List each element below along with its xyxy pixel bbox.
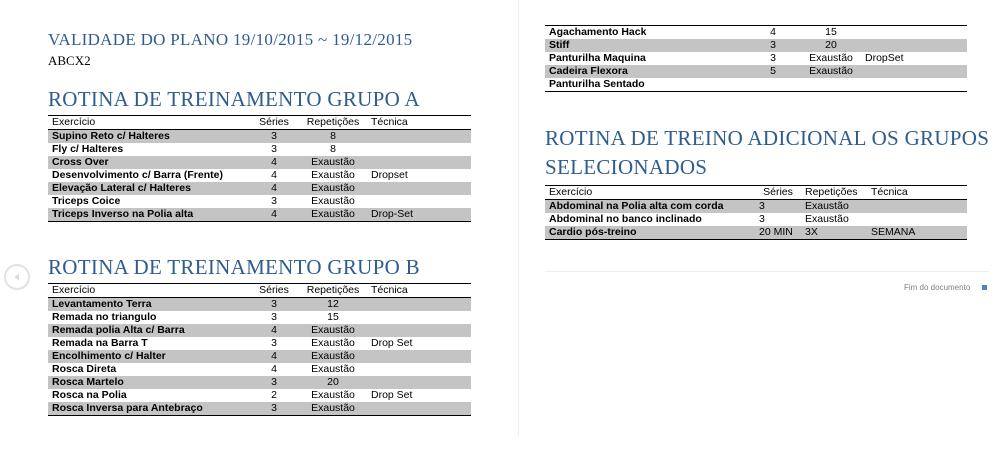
exercise-technique (367, 182, 471, 195)
table-row (545, 52, 967, 65)
exercise-name: Remada no triangulo (52, 311, 157, 323)
exercise-name: Abdominal na Polia alta com corda (549, 200, 724, 212)
exercise-name: Desenvolvimento c/ Barra (Frente) (52, 169, 223, 181)
group-b-title: ROTINA DE TREINAMENTO GRUPO B (48, 255, 420, 279)
header-sets: Séries (763, 186, 793, 198)
exercise-sets: 4 (271, 169, 277, 181)
exercise-reps: 20 (825, 39, 837, 51)
table-header-row (48, 284, 471, 298)
exercise-name: Abdominal no banco inclinado (549, 213, 702, 225)
header-reps: Repetições (306, 284, 360, 296)
additional-title-line2: SELECIONADOS (545, 155, 708, 179)
exercise-name: Rosca Direta (52, 363, 117, 375)
header-exercise: Exercício (52, 116, 96, 128)
table-row (48, 363, 471, 376)
exercise-sets (745, 78, 801, 92)
additional-table (545, 185, 967, 240)
exercise-technique: Dropset (371, 169, 408, 181)
exercise-sets: 4 (770, 26, 776, 38)
table-row (48, 143, 471, 156)
exercise-technique (367, 363, 471, 376)
table-row (545, 200, 967, 214)
exercise-reps: Exaustão (809, 52, 853, 64)
exercise-sets: 3 (271, 376, 277, 388)
exercise-technique (861, 65, 967, 78)
plan-validity: VALIDADE DO PLANO 19/10/2015 ~ 19/12/2015 (48, 30, 413, 49)
exercise-reps: 8 (330, 143, 336, 155)
header-reps: Repetições (306, 116, 360, 128)
table-row (48, 337, 471, 350)
exercise-technique (867, 200, 967, 214)
exercise-technique (367, 402, 471, 416)
table-row (48, 389, 471, 402)
table-row (48, 208, 471, 222)
exercise-name: Agachamento Hack (549, 26, 647, 38)
exercise-reps: Exaustão (311, 337, 355, 349)
exercise-technique: SEMANA (871, 226, 916, 238)
table-row (545, 226, 967, 240)
exercise-technique (367, 350, 471, 363)
exercise-sets: 20 MIN (759, 226, 793, 238)
exercise-sets: 3 (759, 213, 765, 225)
table-row (48, 182, 471, 195)
exercise-name: Cadeira Flexora (549, 65, 628, 77)
exercise-sets: 3 (271, 195, 277, 207)
table-header-row (48, 116, 471, 130)
group-c-table (545, 25, 967, 92)
exercise-sets: 3 (271, 402, 277, 414)
table-row (545, 65, 967, 78)
group-a-title: ROTINA DE TREINAMENTO GRUPO A (48, 87, 420, 111)
exercise-reps: Exaustão (311, 363, 355, 375)
exercise-technique (367, 376, 471, 389)
exercise-sets: 4 (271, 363, 277, 375)
exercise-reps: Exaustão (311, 182, 355, 194)
exercise-sets: 3 (770, 39, 776, 51)
exercise-technique (367, 195, 471, 208)
exercise-reps: Exaustão (311, 324, 355, 336)
exercise-name: Cross Over (52, 156, 109, 168)
exercise-sets: 3 (271, 298, 277, 310)
exercise-name: Rosca Martelo (52, 376, 124, 388)
header-sets: Séries (259, 284, 289, 296)
group-a-table (48, 115, 471, 222)
exercise-name: Stiff (549, 39, 570, 51)
header-technique: Técnica (371, 284, 408, 296)
exercise-reps: Exaustão (311, 208, 355, 220)
exercise-sets: 3 (271, 143, 277, 155)
table-row (48, 130, 471, 144)
exercise-sets: 4 (271, 324, 277, 336)
exercise-name: Encolhimento c/ Halter (52, 350, 166, 362)
exercise-reps: Exaustão (311, 195, 355, 207)
exercise-sets: 3 (271, 130, 277, 142)
table-row (48, 402, 471, 416)
exercise-reps: 8 (330, 130, 336, 142)
table-row (545, 213, 967, 226)
table-row (545, 39, 967, 52)
exercise-reps: 15 (327, 311, 339, 323)
table-row (48, 298, 471, 312)
header-technique: Técnica (371, 116, 408, 128)
header-exercise: Exercício (549, 186, 593, 198)
header-technique: Técnica (871, 186, 908, 198)
exercise-sets: 4 (271, 182, 277, 194)
exercise-reps: Exaustão (805, 200, 849, 212)
table-row (48, 311, 471, 324)
table-row (545, 26, 967, 40)
exercise-technique (867, 213, 967, 226)
exercise-name: Rosca na Polia (52, 389, 127, 401)
exercise-technique (367, 298, 471, 312)
previous-page-button[interactable] (4, 264, 30, 290)
exercise-name: Levantamento Terra (52, 298, 152, 310)
exercise-reps: 15 (825, 26, 837, 38)
table-row (48, 169, 471, 182)
exercise-reps: Exaustão (311, 350, 355, 362)
exercise-reps: Exaustão (311, 169, 355, 181)
exercise-technique (861, 39, 967, 52)
exercise-sets: 3 (759, 200, 765, 212)
exercise-sets: 4 (271, 350, 277, 362)
exercise-sets: 2 (271, 389, 277, 401)
end-of-document-rule (545, 271, 989, 272)
exercise-technique: DropSet (865, 52, 904, 64)
exercise-name: Cardio pós-treino (549, 226, 637, 238)
exercise-reps: Exaustão (805, 213, 849, 225)
end-of-document-label: Fim do documento (904, 283, 971, 292)
header-sets: Séries (259, 116, 289, 128)
exercise-technique (861, 78, 967, 92)
group-b-table (48, 283, 471, 416)
exercise-technique: Drop Set (371, 337, 413, 349)
exercise-sets: 5 (770, 65, 776, 77)
exercise-name: Fly c/ Halteres (52, 143, 124, 155)
exercise-sets: 3 (271, 337, 277, 349)
table-header-row (545, 186, 967, 200)
exercise-name: Remada na Barra T (52, 337, 148, 349)
table-row (48, 376, 471, 389)
exercise-technique (367, 156, 471, 169)
exercise-name: Panturilha Sentado (549, 78, 645, 90)
exercise-name: Triceps Inverso na Polia alta (52, 208, 194, 220)
exercise-name: Panturilha Maquina (549, 52, 646, 64)
square-marker-icon (982, 285, 987, 290)
exercise-technique (367, 143, 471, 156)
table-row (48, 324, 471, 337)
exercise-sets: 3 (271, 311, 277, 323)
exercise-technique (367, 311, 471, 324)
exercise-reps: Exaustão (311, 402, 355, 414)
exercise-technique: Drop Set (371, 389, 413, 401)
plan-code: ABCX2 (48, 53, 91, 68)
exercise-technique (367, 130, 471, 144)
exercise-name: Remada polia Alta c/ Barra (52, 324, 185, 336)
chevron-left-icon (12, 272, 22, 282)
exercise-name: Rosca Inversa para Antebraço (52, 402, 203, 414)
additional-title-line1: ROTINA DE TREINO ADICIONAL OS GRUPOS (545, 126, 990, 150)
exercise-reps: 3X (805, 226, 818, 238)
exercise-reps (801, 78, 861, 92)
exercise-reps: Exaustão (809, 65, 853, 77)
exercise-name: Elevação Lateral c/ Halteres (52, 182, 191, 194)
page-divider (518, 0, 519, 436)
exercise-name: Supino Reto c/ Halteres (52, 130, 170, 142)
table-row (545, 78, 967, 92)
table-row (48, 195, 471, 208)
exercise-sets: 4 (271, 208, 277, 220)
table-row (48, 350, 471, 363)
exercise-reps: 12 (327, 298, 339, 310)
header-exercise: Exercício (52, 284, 96, 296)
table-row (48, 156, 471, 169)
exercise-name: Triceps Coice (52, 195, 121, 207)
exercise-sets: 4 (271, 156, 277, 168)
exercise-reps: Exaustão (311, 156, 355, 168)
exercise-reps: 20 (327, 376, 339, 388)
exercise-technique: Drop-Set (371, 208, 414, 220)
exercise-technique (861, 26, 967, 40)
exercise-sets: 3 (770, 52, 776, 64)
exercise-reps: Exaustão (311, 389, 355, 401)
header-reps: Repetições (805, 186, 858, 198)
exercise-technique (367, 324, 471, 337)
